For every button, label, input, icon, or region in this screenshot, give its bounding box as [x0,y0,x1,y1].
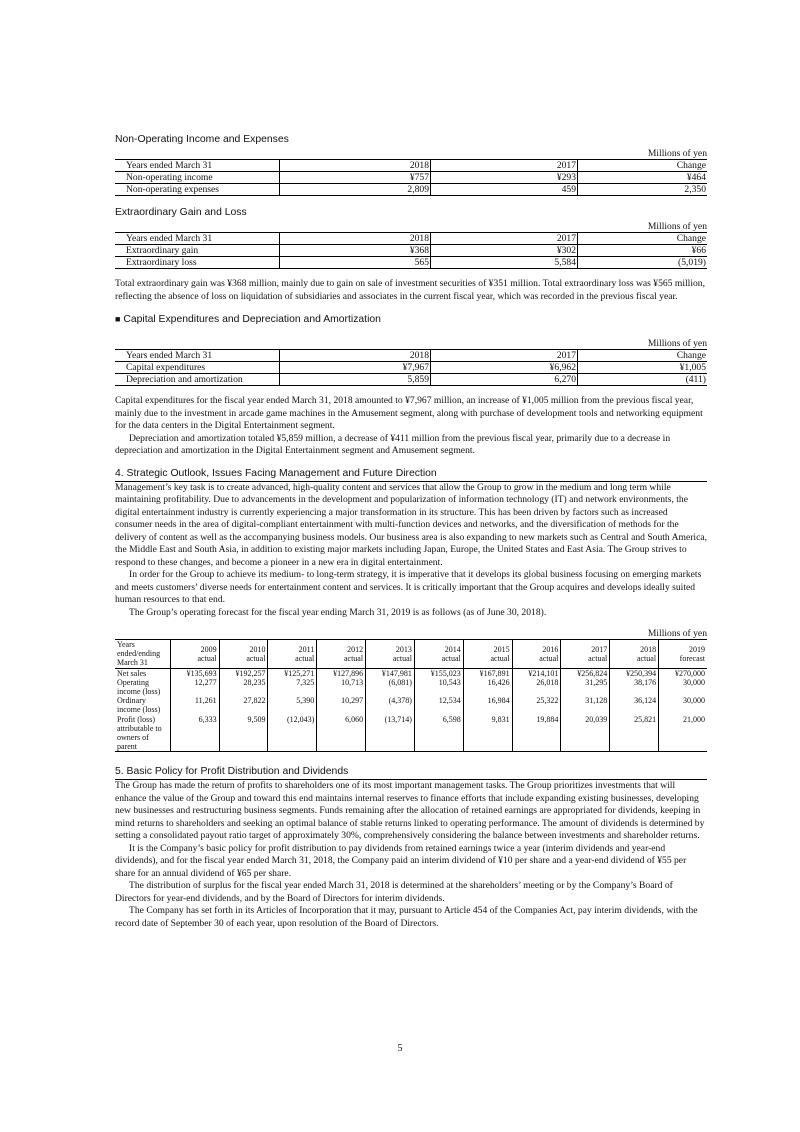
column-header [659,640,707,669]
value-cell: ¥135,693 [170,668,219,678]
value-cell: (411) [578,374,708,386]
value-cell: 16,984 [463,696,512,714]
table-row [115,374,707,386]
non-operating-table [115,159,707,196]
row-label: Non-operating expenses [115,184,280,196]
row-label: Non-operating income [115,172,280,184]
strategy-paragraph-3: The Group’s operating forecast for the fiscal year ending March 31, 2019 is as follows (as of June 30, 2018). [129,606,547,618]
year-label: 2011 [298,644,315,654]
table-header-row [115,350,707,362]
dividends-heading: 5. Basic Policy for Profit Distribution and Dividends [115,765,707,780]
value-cell: 28,235 [219,678,268,696]
value-cell: 31,128 [561,696,610,714]
value-cell: ¥192,257 [219,668,268,678]
dividends-paragraph-3: The distribution of surplus for the fiscal year ended March 31, 2018 is determined at the shareholders’ meeting or by the Company’s Board of Directors for year-end dividends, and by the Board of Directors for interim dividends. [115,880,673,904]
value-cell: 38,176 [610,678,659,696]
depreciation-paragraph: Depreciation and amortization totaled ¥5,859 million, a decrease of ¥411 million from the previous fiscal year, primarily due to a decrease in depreciation and amortization in the Digital Entertainment segment and Amusement segment. [115,432,671,456]
value-cell: 25,322 [512,696,561,714]
column-header [610,640,659,669]
value-cell: 16,426 [463,678,512,696]
header-cell: Change [578,233,708,245]
capex-table [115,349,707,386]
value-cell: 459 [431,184,578,196]
value-cell: ¥256,824 [561,668,610,678]
dividends-paragraph-2: It is the Company’s basic policy for profit distribution to pay dividends from retained earnings twice a year (interim dividends and year-end dividends), and for the fiscal year ended March 31, 2018, the Company paid an interim dividend of ¥10 per share and a year-end dividend of ¥55 per share for an annual dividend of ¥65 per share. [115,842,687,879]
year-label: 2015 [493,644,510,654]
value-cell: ¥147,981 [366,668,415,678]
value-cell: 31,295 [561,678,610,696]
value-cell: 565 [280,257,431,269]
value-cell: 30,000 [683,677,705,687]
table-row [115,696,707,714]
row-label: Capital expenditures [115,362,280,374]
value-cell: ¥464 [578,172,708,184]
year-label: 2018 [640,644,657,654]
value-cell: (6,081) [366,678,415,696]
value-cell: 11,261 [170,696,219,714]
value-cell: 12,277 [170,678,219,696]
row-label: Extraordinary loss [115,257,280,269]
header-cell: Years ended March 31 [115,233,280,245]
column-header [561,640,610,669]
kind-label: actual [588,653,608,663]
column-header [170,640,219,669]
table-row [115,678,707,696]
value-cell: ¥127,896 [317,668,366,678]
value-cell: 2,350 [578,184,708,196]
header-cell: 2017 [431,160,578,172]
year-label: 2010 [249,644,266,654]
kind-label: actual [392,653,412,663]
table-row [115,362,707,374]
value-cell: ¥302 [431,245,578,257]
kind-label: actual [490,653,510,663]
column-header [414,640,463,669]
table-row [115,257,707,269]
header-cell: Years ended March 31 [115,160,280,172]
extraordinary-heading: Extraordinary Gain and Loss [115,207,247,218]
header-cell: 2018 [280,160,431,172]
value-cell: ¥7,967 [280,362,431,374]
value-cell: 7,325 [268,678,317,696]
value-cell: 21,000 [659,715,707,752]
year-label: 2013 [395,644,412,654]
value-cell: ¥270,000 [675,668,705,678]
capex-heading-text: Capital Expenditures and Depreciation and Amortization [123,314,381,325]
value-cell: 5,390 [268,696,317,714]
value-cell: 10,713 [317,678,366,696]
table-header-row [115,160,707,172]
row-label: Ordinary income (loss) [115,696,170,714]
table-row [115,715,707,752]
value-cell: ¥167,891 [463,668,512,678]
capex-heading [115,313,707,326]
value-cell: ¥214,101 [512,668,561,678]
value-cell: ¥293 [431,172,578,184]
value-cell: 6,270 [431,374,578,386]
strategy-heading: 4. Strategic Outlook, Issues Facing Management and Future Direction [115,467,707,482]
value-cell: 10,297 [317,696,366,714]
value-cell: (5,019) [578,257,708,269]
value-cell: ¥368 [280,245,431,257]
forecast-unit: Millions of yen [647,628,707,639]
column-header [317,640,366,669]
value-cell: 30,000 [683,696,705,706]
table-row [115,184,707,196]
year-label: 2009 [200,644,217,654]
value-cell: 9,831 [463,715,512,752]
kind-label: actual [197,653,217,663]
value-cell: 25,821 [610,715,659,752]
header-cell: Change [578,160,708,172]
value-cell: ¥250,394 [610,668,659,678]
forecast-header-row [115,640,707,669]
year-label: 2012 [347,644,364,654]
strategy-paragraph-2: In order for the Group to achieve its medium- to long-term strategy, it is imperative that it develops its global business focusing on emerging markets and meets customers’ diverse needs for entertainment content and services. It is critically important that the Group acquires and develops ideally suited human resources to that end. [115,569,702,605]
kind-label: actual [295,653,315,663]
row-label: Net sales [115,668,170,678]
year-label: 2019 [689,644,705,654]
corner-label: Years ended/ending March 31 [115,640,170,669]
table-row [115,172,707,184]
row-label: Depreciation and amortization [115,374,280,386]
value-cell: 10,543 [414,678,463,696]
year-label: 2016 [542,644,559,654]
value-cell: (12,043) [268,715,317,752]
capex-paragraph: Capital expenditures for the fiscal year ended March 31, 2018 amounted to ¥7,967 million, an increase of ¥1,005 million from the previous fiscal year, mainly due to the investment in arcade game machines in the Amusement segment, along with purchase of development tools and networking equipment for the data centers in the Digital Entertainment segment. [115,395,703,431]
header-cell: 2018 [280,233,431,245]
header-cell: 2017 [431,233,578,245]
column-header [366,640,415,669]
column-header [219,640,268,669]
row-label: Profit (loss) attributable to owners of parent [115,715,170,752]
column-header [463,640,512,669]
value-cell: 2,809 [280,184,431,196]
value-cell: ¥6,962 [431,362,578,374]
kind-label: actual [246,653,266,663]
value-cell: 5,859 [280,374,431,386]
dividends-paragraph-4: The Company has set forth in its Articles of Incorporation that it may, pursuant to Article 454 of the Companies Act, pay interim dividends, with the record date of September 30 of each year, upon resolution of the Board of Directors. [115,905,698,929]
capex-unit: Millions of yen [647,338,707,349]
value-cell: 6,598 [414,715,463,752]
value-cell: 6,333 [170,715,219,752]
value-cell: 9,509 [219,715,268,752]
kind-label: forecast [679,653,705,663]
header-cell: 2018 [280,350,431,362]
page-content [115,133,707,930]
year-label: 2017 [591,644,608,654]
forecast-table [115,639,707,752]
row-label: Extraordinary gain [115,245,280,257]
table-header-row [115,233,707,245]
non-operating-heading: Non-Operating Income and Expenses [115,134,289,145]
value-cell: ¥1,005 [578,362,708,374]
extraordinary-note: Total extraordinary gain was ¥368 million, mainly due to gain on sale of investment securities of ¥351 million. Total extraordinary loss was ¥565 million, reflecting the absence of loss on liquidation of subsidiaries and associates in the current fiscal year, which was recorded in the previous fiscal year. [115,278,705,302]
square-bullet-icon: ■ [115,314,121,324]
value-cell: (13,714) [366,715,415,752]
header-cell: 2017 [431,350,578,362]
value-cell: 6,060 [317,715,366,752]
value-cell: 26,018 [512,678,561,696]
kind-label: actual [441,653,461,663]
column-header [512,640,561,669]
year-label: 2014 [444,644,461,654]
value-cell: ¥155,023 [414,668,463,678]
header-cell: Years ended March 31 [115,350,280,362]
value-cell: ¥757 [280,172,431,184]
strategy-paragraph-1: Management’s key task is to create advanced, high-quality content and services that allow the Group to grow in the medium and long term while maintaining profitability. Due to advancements in the development and popularization of information technology (IT) and network environments, the digital entertainment industry is currently experiencing a major transformation in its structure. This has been driven by factors such as increased consumer needs in the area of digital-compliant entertainment with multi-function devices and networks, and the diversification of methods for the delivery of content as well as the accompanying business models. Our business area is also expanding to new markets such as Central and South America, the Middle East and South Asia, in addition to existing major markets including Japan, Europe, the United States and East Asia. The Group strives to respond to these changes, and become a pioneer in a new era in digital entertainment. [115,481,708,568]
extraordinary-table [115,232,707,269]
header-cell: Change [578,350,708,362]
value-cell: 36,124 [610,696,659,714]
kind-label: actual [636,653,657,663]
table-row [115,245,707,257]
column-header [268,640,317,669]
value-cell: 5,584 [431,257,578,269]
value-cell: 12,534 [414,696,463,714]
table-row [115,668,707,678]
value-cell: (4,378) [366,696,415,714]
page-number: 5 [397,1043,403,1054]
value-cell: 19,884 [512,715,561,752]
non-operating-unit: Millions of yen [647,148,707,159]
value-cell: 27,822 [219,696,268,714]
value-cell: ¥125,271 [268,668,317,678]
extraordinary-unit: Millions of yen [647,221,707,232]
kind-label: actual [539,653,559,663]
row-label: Operating income (loss) [115,678,170,696]
dividends-paragraph-1: The Group has made the return of profits to shareholders one of its most important management tasks. The Group prioritizes investments that will enhance the value of the Group and toward this end maintains internal reserves to finance efforts that include expanding existing businesses, developing new businesses and restructuring business segments. Funds remaining after the allocation of retained earnings are appropriated for dividends, keeping in mind returns to shareholders and seeking an optimal balance of stable returns linked to operating performance. The amount of dividends is determined by setting a consolidated payout ratio target of approximately 30%, comprehensively considering the balance between investments and shareholder returns. [115,780,705,842]
value-cell: 20,039 [561,715,610,752]
value-cell: ¥66 [578,245,708,257]
kind-label: actual [343,653,364,663]
